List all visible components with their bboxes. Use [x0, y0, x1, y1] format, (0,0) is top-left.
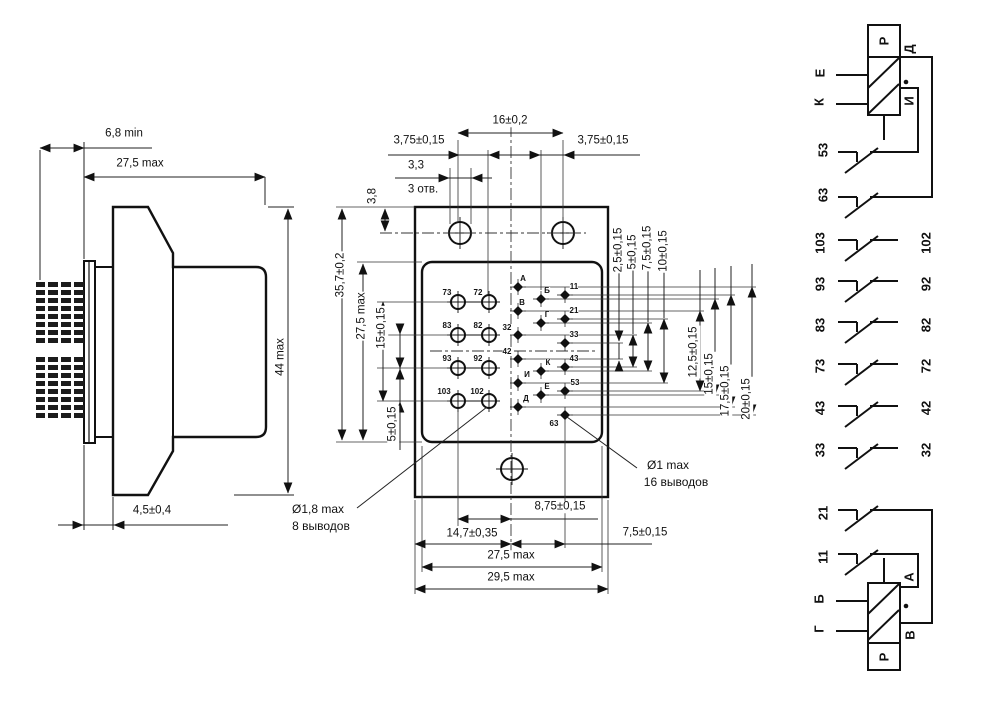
- sch-label-72: 72: [918, 358, 934, 374]
- sch-label-coil-bottom-p: Р: [876, 652, 892, 662]
- sch-label-21: 21: [815, 505, 831, 521]
- pin-label-83: 83: [442, 321, 452, 330]
- contact-93-92: [838, 277, 898, 302]
- dim-r-15: 15±0,15: [703, 353, 716, 395]
- pin-label-103: 103: [437, 387, 451, 396]
- sch-label-73: 73: [812, 358, 828, 374]
- dim-pin-rows-span: 15±0,15: [375, 307, 388, 349]
- contact-103-102: [838, 236, 898, 261]
- dim-r-7-5: 7,5±0,15: [641, 225, 654, 271]
- dim-r-2-5: 2,5±0,15: [612, 227, 625, 273]
- sch-label-82: 82: [918, 317, 934, 333]
- callout-large-pins-count: 8 выводов: [292, 519, 350, 533]
- pin-label-b: Б: [544, 286, 550, 295]
- side-view: [36, 142, 294, 530]
- pin-label-a: А: [520, 274, 526, 283]
- pin-comb: [36, 282, 84, 418]
- dim-offset-right: 3,75±0,15: [577, 134, 629, 147]
- body-step: [95, 267, 113, 437]
- dim-b-8-75: 8,75±0,15: [534, 500, 586, 513]
- pin-label-g: Г: [544, 310, 550, 319]
- contact-63: [838, 193, 878, 218]
- pin-label-72: 72: [473, 288, 483, 297]
- sch-label-d: Д: [901, 44, 917, 54]
- sch-label-92: 92: [918, 276, 934, 292]
- dim-case-height: 27,5 max: [355, 292, 368, 340]
- sch-label-103: 103: [812, 232, 828, 254]
- sch-label-93: 93: [812, 276, 828, 292]
- contact-43-42: [838, 402, 898, 427]
- dim-b-7-5: 7,5±0,15: [622, 526, 668, 539]
- pin-label-63: 63: [549, 419, 559, 428]
- sch-label-a: А: [901, 572, 917, 582]
- pin-label-11: 11: [569, 282, 579, 291]
- dim-hole-diameter: 3,3: [408, 159, 424, 172]
- dim-b-14-7: 14,7±0,35: [446, 527, 498, 540]
- sch-label-43: 43: [812, 400, 828, 416]
- schematic: [836, 25, 932, 670]
- callout-small-pins-count: 16 выводов: [643, 475, 709, 489]
- callout-small-pins-dia: Ø1 max: [646, 458, 690, 472]
- sch-label-k: К: [811, 98, 827, 106]
- sch-label-102: 102: [918, 232, 934, 254]
- pin-label-82: 82: [473, 321, 483, 330]
- dim-r-12-5: 12,5±0,15: [687, 326, 700, 378]
- contact-53: [838, 148, 878, 173]
- sch-label-coil-top-p: Р: [876, 36, 892, 46]
- dim-b-27-5: 27,5 max: [487, 549, 535, 562]
- dim-offset-left: 3,75±0,15: [393, 134, 445, 147]
- relay-body-outline: [113, 207, 266, 495]
- dim-pin-pitch: 5±0,15: [386, 406, 399, 442]
- pin-label-32: 32: [502, 323, 512, 332]
- callout-leaders: [357, 407, 637, 508]
- polarity-dot-bottom: [904, 604, 909, 609]
- contact-83-82: [838, 318, 898, 343]
- dim-pin-length: 6,8 min: [105, 127, 143, 140]
- dim-height: 44 max: [274, 338, 287, 376]
- dim-hole-spacing: 16±0,2: [492, 114, 528, 127]
- pin-label-k: К: [545, 358, 551, 367]
- sch-label-11: 11: [815, 550, 831, 564]
- callout-large-pins-dia: Ø1,8 max: [291, 502, 345, 516]
- sch-label-63: 63: [815, 187, 831, 203]
- sch-label-i: И: [901, 96, 917, 106]
- dim-r-5: 5±0,15: [626, 234, 639, 270]
- side-view-dimensions: [40, 142, 294, 530]
- sch-label-v: В: [902, 630, 918, 640]
- pin-label-i: И: [524, 370, 530, 379]
- pin-label-21: 21: [569, 306, 579, 315]
- pin-label-92: 92: [473, 354, 483, 363]
- sch-label-e: Е: [812, 68, 828, 78]
- sch-label-53: 53: [815, 142, 831, 158]
- dim-depth: 27,5 max: [116, 157, 164, 170]
- dim-b-29-5: 29,5 max: [487, 571, 535, 584]
- pin-label-53: 53: [570, 378, 580, 387]
- dim-r-17-5: 17,5±0,15: [719, 365, 732, 417]
- pin-label-93: 93: [442, 354, 452, 363]
- dim-flange-thickness: 4,5±0,4: [132, 504, 172, 517]
- polarity-dot-top: [904, 80, 909, 85]
- dim-hole-vertical: 3,8: [366, 188, 379, 204]
- sch-label-32: 32: [918, 442, 934, 458]
- sch-label-83: 83: [812, 317, 828, 333]
- holes-count-note: 3 отв.: [407, 183, 439, 196]
- dim-r-20: 20±0,15: [740, 378, 753, 420]
- contact-73-72: [838, 360, 898, 385]
- dim-overall-height: 35,7±0,2: [334, 252, 347, 298]
- sch-label-g: Г: [811, 625, 827, 633]
- contact-33-32: [838, 444, 898, 469]
- sch-label-33: 33: [812, 442, 828, 458]
- dim-r-10: 10±0,15: [657, 230, 670, 272]
- pin-label-d: Д: [523, 394, 529, 403]
- pin-label-v: В: [519, 298, 525, 307]
- sch-label-42: 42: [918, 400, 934, 416]
- pin-label-33: 33: [569, 330, 579, 339]
- pin-label-102: 102: [470, 387, 484, 396]
- pin-label-42: 42: [502, 347, 512, 356]
- sch-label-b: Б: [811, 594, 827, 604]
- pin-label-e: Е: [544, 382, 550, 391]
- pin-label-43: 43: [569, 354, 579, 363]
- pin-label-73: 73: [442, 288, 452, 297]
